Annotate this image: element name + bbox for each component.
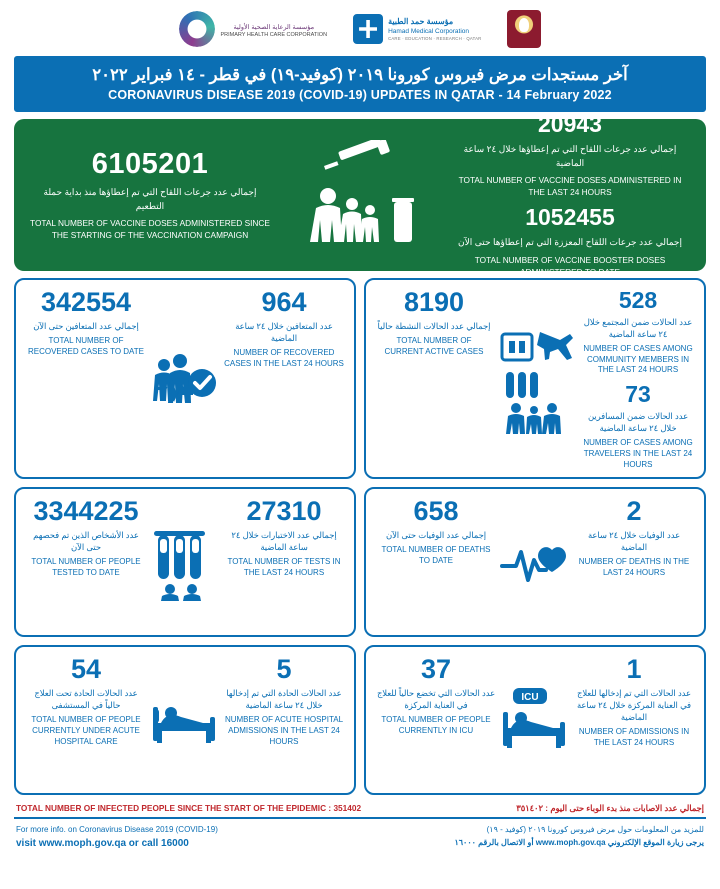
acute-admissions-label-en: NUMBER OF ACUTE HOSPITAL ADMISSIONS IN THE LAST 24 HOURS: [224, 715, 344, 746]
acute-current-block: [24, 655, 148, 787]
recovered-card: [14, 278, 356, 479]
booster-total-label-en: TOTAL NUMBER OF VACCINE BOOSTER DOSES ADMINISTERED TO DATE: [474, 254, 666, 277]
deaths-total-label-en: TOTAL NUMBER OF DEATHS TO DATE: [381, 545, 491, 565]
deaths-card: [364, 487, 706, 637]
tests-24h-value: 27310: [246, 495, 322, 526]
phcc-logo-label-ar: مؤسسة الرعاية الصحية الأولية: [233, 23, 315, 31]
traveler-cases-label-en: NUMBER OF CASES AMONG TRAVELERS IN THE LAST 24 HOURS: [583, 438, 693, 469]
total-doses-value: 6105201: [91, 148, 209, 181]
deaths-total-value: 658: [413, 495, 459, 526]
acute-current-value: 54: [70, 653, 102, 684]
acute-admissions-label-ar: عدد الحالات الحادة التي تم إدخالها خلال ٢٤ ساعة الماضية: [226, 688, 342, 711]
acute-admissions-value: 5: [276, 653, 292, 684]
icu-admissions-label-en: NUMBER OF ADMISSIONS IN THE LAST 24 HOURS: [578, 727, 690, 747]
people-tested-label-en: TOTAL NUMBER OF PEOPLE TESTED TO DATE: [31, 557, 141, 577]
more-info-ar: للمزيد من المعلومات حول مرض فيروس كورونا ٢٠١٩ (كوفيد - ١٩): [486, 824, 704, 834]
hmc-cross-icon: [353, 14, 383, 44]
acute-admissions-block: [222, 655, 346, 787]
recovered-total-block: [24, 288, 148, 471]
svg-text:ICU: ICU: [521, 691, 539, 703]
hmc-logo-sublabel: CARE · EDUCATION · RESEARCH · QATAR: [388, 36, 482, 42]
visit-ar[interactable]: يرجى زيارة الموقع الإلكتروني www.moph.gov.qa أو الاتصال بالرقم ١٦٠٠٠: [454, 837, 704, 847]
page-title: [14, 56, 706, 112]
people-tested-label-ar: عدد الأشخاص الذين تم فحصهم حتى الآن: [33, 530, 139, 553]
tests-24h-block: [222, 497, 346, 629]
deaths-24h-label-ar: عدد الوفيات خلال ٢٤ ساعة الماضية: [587, 530, 681, 553]
people-tested-value: 3344225: [33, 495, 139, 526]
footer: [14, 803, 706, 851]
hmc-logo: [353, 14, 481, 44]
community-cases-label-en: NUMBER OF CASES AMONG COMMUNITY MEMBERS IN THE LAST 24 HOURS: [583, 343, 693, 375]
recovered-total-label-ar: إجمالي عدد المتعافين حتى الآن: [33, 320, 139, 331]
moph-logo-icon: [507, 10, 541, 48]
active-cases-card: [364, 278, 706, 479]
hospital-bed-icon: [148, 655, 222, 787]
icu-bed-icon: [498, 655, 572, 787]
active-cases-total-block: [374, 288, 494, 471]
recovered-icon: [148, 288, 222, 471]
icu-card: [364, 645, 706, 795]
total-doses-block: [30, 129, 270, 261]
page-title-ar: آخر مستجدات مرض فيروس كورونا ٢٠١٩ (كوفيد-١٩) في قطر - ١٤ فبراير ٢٠٢٢: [92, 66, 628, 84]
deaths-24h-block: [572, 497, 696, 629]
active-cases-total-label-en: TOTAL NUMBER OF CURRENT ACTIVE CASES: [384, 335, 484, 356]
icu-current-label-ar: عدد الحالات التي تخضع حالياً للعلاج في العناية المركزة: [376, 688, 496, 711]
community-travel-icon: [494, 288, 580, 471]
hmc-logo-label-ar: مؤسسة حمد الطبية: [388, 16, 454, 26]
traveler-cases-value: 73: [625, 381, 651, 408]
phcc-logo-label-en: PRIMARY HEALTH CARE CORPORATION: [220, 32, 328, 38]
deaths-total-block: [374, 497, 498, 629]
hmc-logo-label-en: Hamad Medical Corporation: [388, 28, 469, 36]
active-cases-total-value: 8190: [403, 286, 465, 317]
people-tested-block: [24, 497, 148, 629]
recovered-total-label-en: TOTAL NUMBER OF RECOVERED CASES TO DATE: [27, 335, 145, 356]
traveler-cases-label-ar: عدد الحالات ضمن المسافرين خلال ٢٤ ساعة الماضية: [587, 411, 689, 434]
booster-total-label-ar: إجمالي عدد جرعات اللقاح المعززة التي تم إعطاؤها حتى الآن: [458, 237, 682, 248]
total-doses-label-en: TOTAL NUMBER OF VACCINE DOSES ADMINISTERED SINCE THE STARTING OF THE VACCINATION CAMPAIGN: [30, 218, 270, 241]
community-cases-label-ar: عدد الحالات ضمن المجتمع خلال ٢٤ ساعة الماضية: [583, 316, 693, 339]
acute-care-card: [14, 645, 356, 795]
doses-24h-value: 20943: [538, 111, 602, 138]
deaths-24h-value: 2: [626, 495, 642, 526]
icu-current-value: 37: [420, 653, 452, 684]
test-tubes-icon: [148, 497, 222, 629]
community-cases-value: 528: [618, 286, 658, 313]
active-cases-breakdown: [580, 288, 696, 471]
more-info-en: For more info. on Coronavirus Disease 2019 (COVID-19): [16, 824, 218, 834]
tests-24h-label-en: TOTAL NUMBER OF TESTS IN THE LAST 24 HOURS: [227, 557, 341, 577]
icu-admissions-label-ar: عدد الحالات التي تم إدخالها للعلاج في العناية المركزة خلال ٢٤ ساعة الماضية: [576, 688, 692, 723]
booster-total-value: 1052455: [525, 204, 615, 231]
vaccine-summary-panel: [14, 111, 706, 277]
recovered-24h-label-en: NUMBER OF RECOVERED CASES IN THE LAST 24 HOURS: [224, 348, 344, 368]
booster-block: [450, 111, 690, 277]
logo-row: [14, 0, 706, 56]
footer-divider: [14, 817, 706, 819]
stats-grid: [14, 278, 706, 795]
doses-24h-label-ar: إجمالي عدد جرعات اللقاح التي تم إعطاؤها خلال ٢٤ ساعة الماضية: [463, 144, 677, 168]
active-cases-total-label-ar: إجمالي عدد الحالات النشطة حالياً: [377, 320, 491, 331]
phcc-logo: [179, 11, 328, 47]
icu-admissions-value: 1: [626, 653, 642, 684]
total-infected-ar: إجمالي عدد الاصابات منذ بدء الوباء حتى اليوم : ٣٥١٤٠٢: [516, 802, 704, 813]
recovered-24h-value: 964: [261, 286, 307, 317]
heartbeat-icon: [498, 497, 572, 629]
icu-current-block: [374, 655, 498, 787]
deaths-24h-label-en: NUMBER OF DEATHS IN THE LAST 24 HOURS: [578, 557, 690, 577]
testing-card: [14, 487, 356, 637]
recovered-24h-block: [222, 288, 346, 471]
recovered-24h-label-ar: عدد المتعافين خلال ٢٤ ساعة الماضية: [235, 320, 333, 343]
deaths-total-label-ar: إجمالي عدد الوفيات حتى الآن: [385, 530, 487, 541]
visit-en[interactable]: visit www.moph.gov.qa or call 16000: [16, 837, 189, 849]
page-title-en: CORONAVIRUS DISEASE 2019 (COVID-19) UPDATES IN QATAR - 14 February 2022: [108, 87, 612, 102]
tests-24h-label-ar: إجمالي عدد الاختبارات خلال ٢٤ ساعة الماضية: [231, 530, 337, 553]
traveler-cases-block: [580, 382, 696, 471]
acute-current-label-en: TOTAL NUMBER OF PEOPLE CURRENTLY UNDER ACUTE HOSPITAL CARE: [31, 715, 141, 746]
total-infected-en: TOTAL NUMBER OF INFECTED PEOPLE SINCE THE START OF THE EPIDEMIC : 351402: [16, 802, 362, 813]
total-doses-label-ar: إجمالي عدد جرعات اللقاح التي تم إعطاؤها منذ بداية حملة التطعيم: [43, 187, 257, 211]
vaccination-illustration: [270, 129, 450, 261]
phcc-logo-icon: [179, 11, 215, 47]
community-cases-block: [580, 288, 696, 377]
recovered-total-value: 342554: [40, 286, 132, 317]
doses-24h-label-en: TOTAL NUMBER OF VACCINE DOSES ADMINISTERED IN THE LAST 24 HOURS: [458, 175, 682, 198]
icu-admissions-block: [572, 655, 696, 787]
acute-current-label-ar: عدد الحالات الحادة تحت العلاج حالياً في المستشفى: [34, 688, 138, 711]
moph-logo: [507, 10, 541, 48]
icu-current-label-en: TOTAL NUMBER OF PEOPLE CURRENTLY IN ICU: [381, 715, 491, 735]
